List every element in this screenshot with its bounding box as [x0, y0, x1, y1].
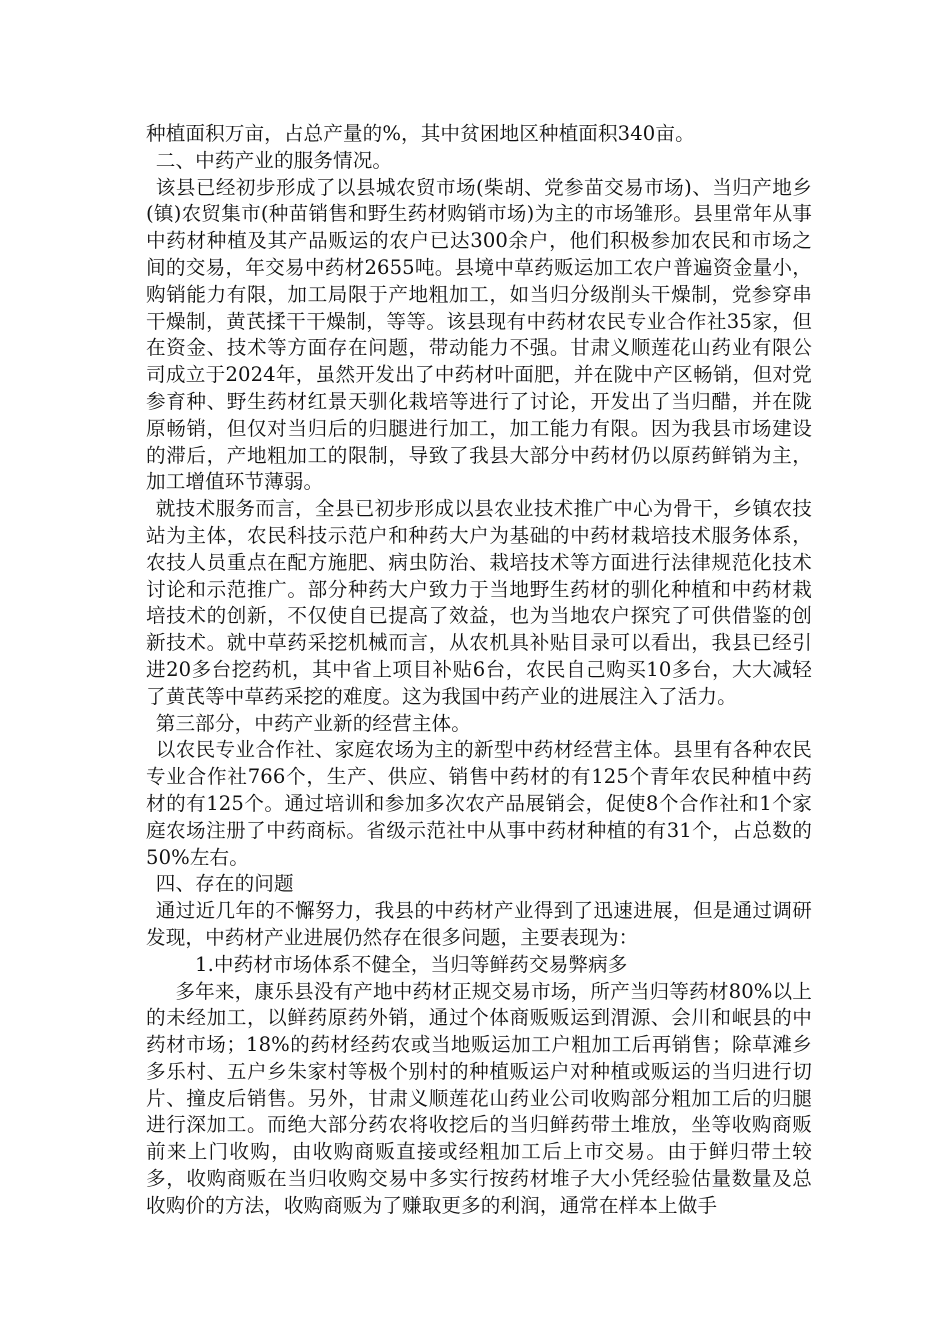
- paragraph-cooperatives: 以农民专业合作社、家庭农场为主的新型中药材经营主体。县里有各种农民专业合作社766个，生产、供应、销售中药材的有125个青年农民种植中药材的有125个。通过培训和参加多次农产品展销会，促使8个合作社和1个家庭农场注册了中药商标。省级示范社中从事中药材种植的有31个，占总数的50%左右。: [146, 738, 812, 869]
- subheading-market-system: 1.中药材市场体系不健全，当归等鲜药交易弊病多: [195, 952, 628, 976]
- paragraph-problems-intro: 通过近几年的不懈努力，我县的中药材产业得到了迅速进展，但是通过调研发现，中药材产业进展仍然存在很多问题，主要表现为：: [146, 899, 812, 949]
- heading-business-entities: 第三部分，中药产业新的经营主体。: [155, 711, 471, 735]
- document-body: [146, 121, 812, 1220]
- paragraph-technical-service: 就技术服务而言，全县已初步形成以县农业技术推广中心为骨干，乡镇农技站为主体，农民科技示范户和种药大户为基础的中药材栽培技术服务体系，农技人员重点在配方施肥、病虫防治、栽培技术等方面进行法律规范化技术讨论和示范推广。部分种药大户致力于当地野生药材的驯化种植和中药材栽培技术的创新，不仅使自已提高了效益，也为当地农户探究了可供借鉴的创新技术。就中草药采挖机械而言，从农机具补贴目录可以看出，我县已经引进20多台挖药机，其中省上项目补贴6台，农民自己购买10多台，大大减轻了黄芪等中草药采挖的难度。这为我国中药产业的进展注入了活力。: [146, 497, 812, 708]
- paragraph-market-issues: 多年来，康乐县没有产地中药材正规交易市场，所产当归等药材80%以上的未经加工，以鲜药原药外销，通过个体商贩贩运到渭源、会川和岷县的中药材市场；18%的药材经药农或当地贩运加工户粗加工后再销售；除草滩乡多乐村、五户乡朱家村等极个别村的种植贩运户对种植或贩运的当归进行切片、撞皮后销售。另外，甘肃义顺莲花山药业公司收购部分粗加工后的归腿进行深加工。而绝大部分药农将收挖后的当归鲜药带土堆放，坐等收购商贩前来上门收购，由收购商贩直接或经粗加工后上市交易。由于鲜归带土较多，收购商贩在当归收购交易中多实行按药材堆子大小凭经验估量数量及总收购价的方法，收购商贩为了赚取更多的利润，通常在样本上做手: [146, 979, 812, 1217]
- paragraph-market-overview: 该县已经初步形成了以县城农贸市场(柴胡、党参苗交易市场)、当归产地乡(镇)农贸集市(种苗销售和野生药材购销市场)为主的市场雏形。县里常年从事中药材种植及其产品贩运的农户已达300余户，他们积极参加农民和市场之间的交易，年交易中药材2655吨。县境中草药贩运加工农户普遍资金量小，购销能力有限，加工局限于产地粗加工，如当归分级削头干燥制，党参穿串干燥制，黄芪揉干干燥制，等等。该县现有中药材农民专业合作社35家，但在资金、技术等方面存在问题，带动能力不强。甘肃义顺莲花山药业有限公司成立于2024年，虽然开发出了中药材叶面肥，并在陇中产区畅销，但对党参育种、野生药材红景天驯化栽培等进行了讨论，开发出了当归醋，并在陇原畅销，但仅对当归后的归腿进行加工，加工能力有限。因为我县市场建设的滞后，产地粗加工的限制，导致了我县大部分中药材仍以原药鲜销为主，加工增值环节薄弱。: [146, 175, 812, 494]
- paragraph-planting-area: 种植面积万亩，占总产量的%，其中贫困地区种植面积340亩。: [146, 122, 695, 145]
- heading-existing-problems: 四、存在的问题: [155, 872, 294, 896]
- heading-service-situation: 二、中药产业的服务情况。: [155, 148, 393, 172]
